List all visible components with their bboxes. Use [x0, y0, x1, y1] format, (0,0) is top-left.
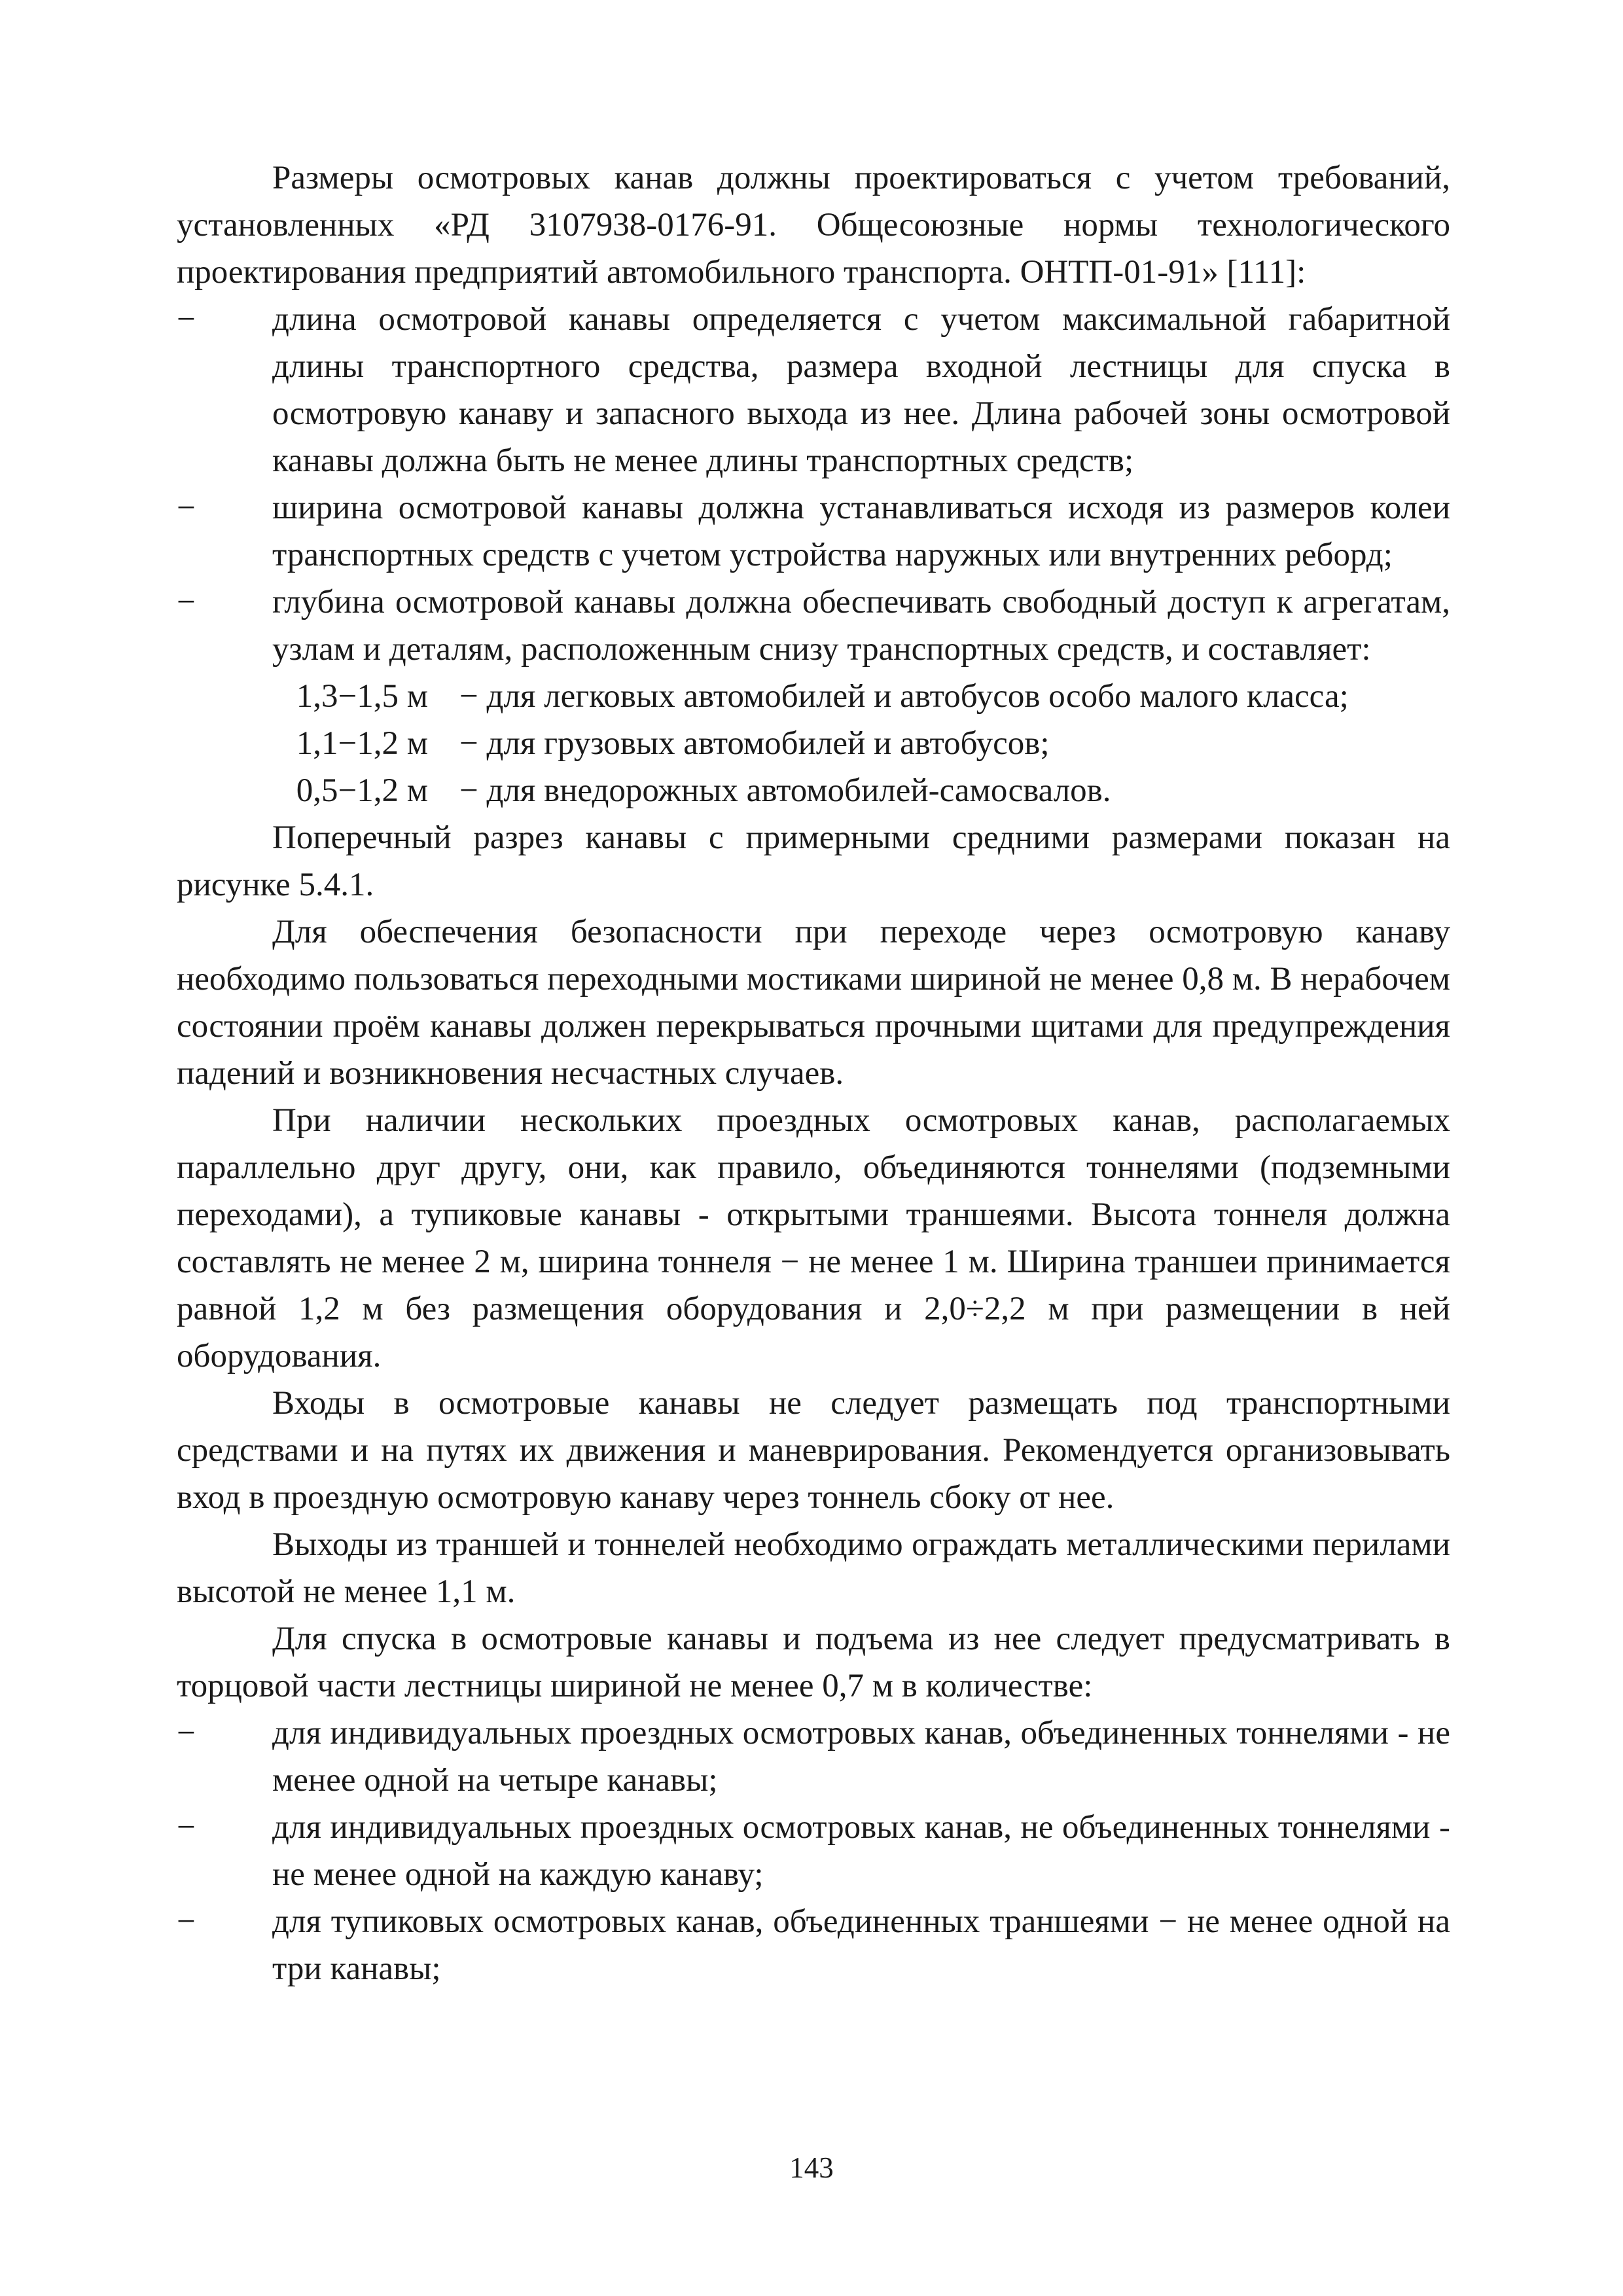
- depth-range: 1,3−1,5 м: [296, 678, 428, 715]
- paragraph-tunnels: При наличии нескольких проездных осмотровых канав, располагаемых параллельно друг другу, они, как правило, объединяются тоннелями (подземными переходами), а тупиковые канавы - открытыми траншеями. Высота тоннеля должна составлять не менее 2 м, ширина тоннеля − не менее 1 м. Ширина траншеи принимается равной 1,2 м без размещения оборудования и 2,0÷2,2 м при размещении в ней оборудования.: [177, 1102, 1450, 1374]
- dash-bullet: −: [177, 1715, 196, 1751]
- list-item: [177, 1898, 1450, 1992]
- list-item: [177, 296, 1450, 484]
- dash-bullet: −: [177, 584, 196, 620]
- paragraph-safety: Для обеспечения безопасности при переходе через осмотровую канаву необходимо пользоваться переходными мостиками шириной не менее 0,8 м. В нерабочем состоянии проём канавы должен перекрываться прочными щитами для предупреждения падений и возникновения несчастных случаев.: [177, 914, 1450, 1092]
- paragraph-intro: Размеры осмотровых канав должны проектироваться с учетом требований, установленных «РД 3107938-0176-91. Общесоюзные нормы технологического проектирования предприятий автомобильного транспорта. ОНТП-01-91» [111]:: [177, 160, 1450, 291]
- depth-row: [177, 673, 1450, 720]
- list-item-text: для индивидуальных проездных осмотровых канав, не объединенных тоннелями - не менее одной на каждую канаву;: [272, 1809, 1450, 1893]
- list-item: [177, 1710, 1450, 1804]
- list-item-text: для тупиковых осмотровых канав, объединенных траншеями − не менее одной на три канавы;: [272, 1903, 1450, 1987]
- list-item-text: глубина осмотровой канавы должна обеспечивать свободный доступ к агрегатам, узлам и деталям, расположенным снизу транспортных средств, и составляет:: [272, 584, 1450, 668]
- stairs-list: [177, 1710, 1450, 1992]
- dash-bullet: −: [177, 1809, 196, 1846]
- list-item: [177, 579, 1450, 673]
- depth-description: − для внедорожных автомобилей-самосвалов.: [459, 772, 1111, 809]
- depth-description: − для легковых автомобилей и автобусов особо малого класса;: [459, 678, 1349, 715]
- paragraph-entrances: Входы в осмотровые канавы не следует размещать под транспортными средствами и на путях их движения и маневрирования. Рекомендуется организовывать вход в проездную осмотровую канаву через тоннель сбоку от нее.: [177, 1385, 1450, 1516]
- depth-description: − для грузовых автомобилей и автобусов;: [459, 725, 1050, 762]
- page-content: [177, 154, 1450, 1992]
- list-item-text: для индивидуальных проездных осмотровых канав, объединенных тоннелями - не менее одной на четыре канавы;: [272, 1715, 1450, 1799]
- paragraph-cross-section: Поперечный разрез канавы с примерными средними размерами показан на рисунке 5.4.1.: [177, 819, 1450, 903]
- list-item-text: ширина осмотровой канавы должна устанавливаться исходя из размеров колеи транспортных средств с учетом устройства наружных или внутренних реборд;: [272, 490, 1450, 573]
- list-item: [177, 484, 1450, 579]
- dash-bullet: −: [177, 490, 196, 526]
- depth-range: 1,1−1,2 м: [296, 725, 428, 762]
- list-item-text: длина осмотровой канавы определяется с учетом максимальной габаритной длины транспортного средства, размера входной лестницы для спуска в осмотровую канаву и запасного выхода из нее. Длина рабочей зоны осмотровой канавы должна быть не менее длины транспортных средств;: [272, 301, 1450, 479]
- depth-range: 0,5−1,2 м: [296, 772, 428, 809]
- depth-values: [177, 673, 1450, 814]
- depth-row: [177, 767, 1450, 814]
- paragraph-exits: Выходы из траншей и тоннелей необходимо ограждать металлическими перилами высотой не менее 1,1 м.: [177, 1526, 1450, 1610]
- list-item: [177, 1804, 1450, 1898]
- requirements-list: [177, 296, 1450, 673]
- depth-row: [177, 720, 1450, 767]
- dash-bullet: −: [177, 301, 196, 338]
- page-number: 143: [789, 2151, 834, 2184]
- dash-bullet: −: [177, 1903, 196, 1940]
- paragraph-stairs: Для спуска в осмотровые канавы и подъема из нее следует предусматривать в торцовой части лестницы шириной не менее 0,7 м в количестве:: [177, 1621, 1450, 1704]
